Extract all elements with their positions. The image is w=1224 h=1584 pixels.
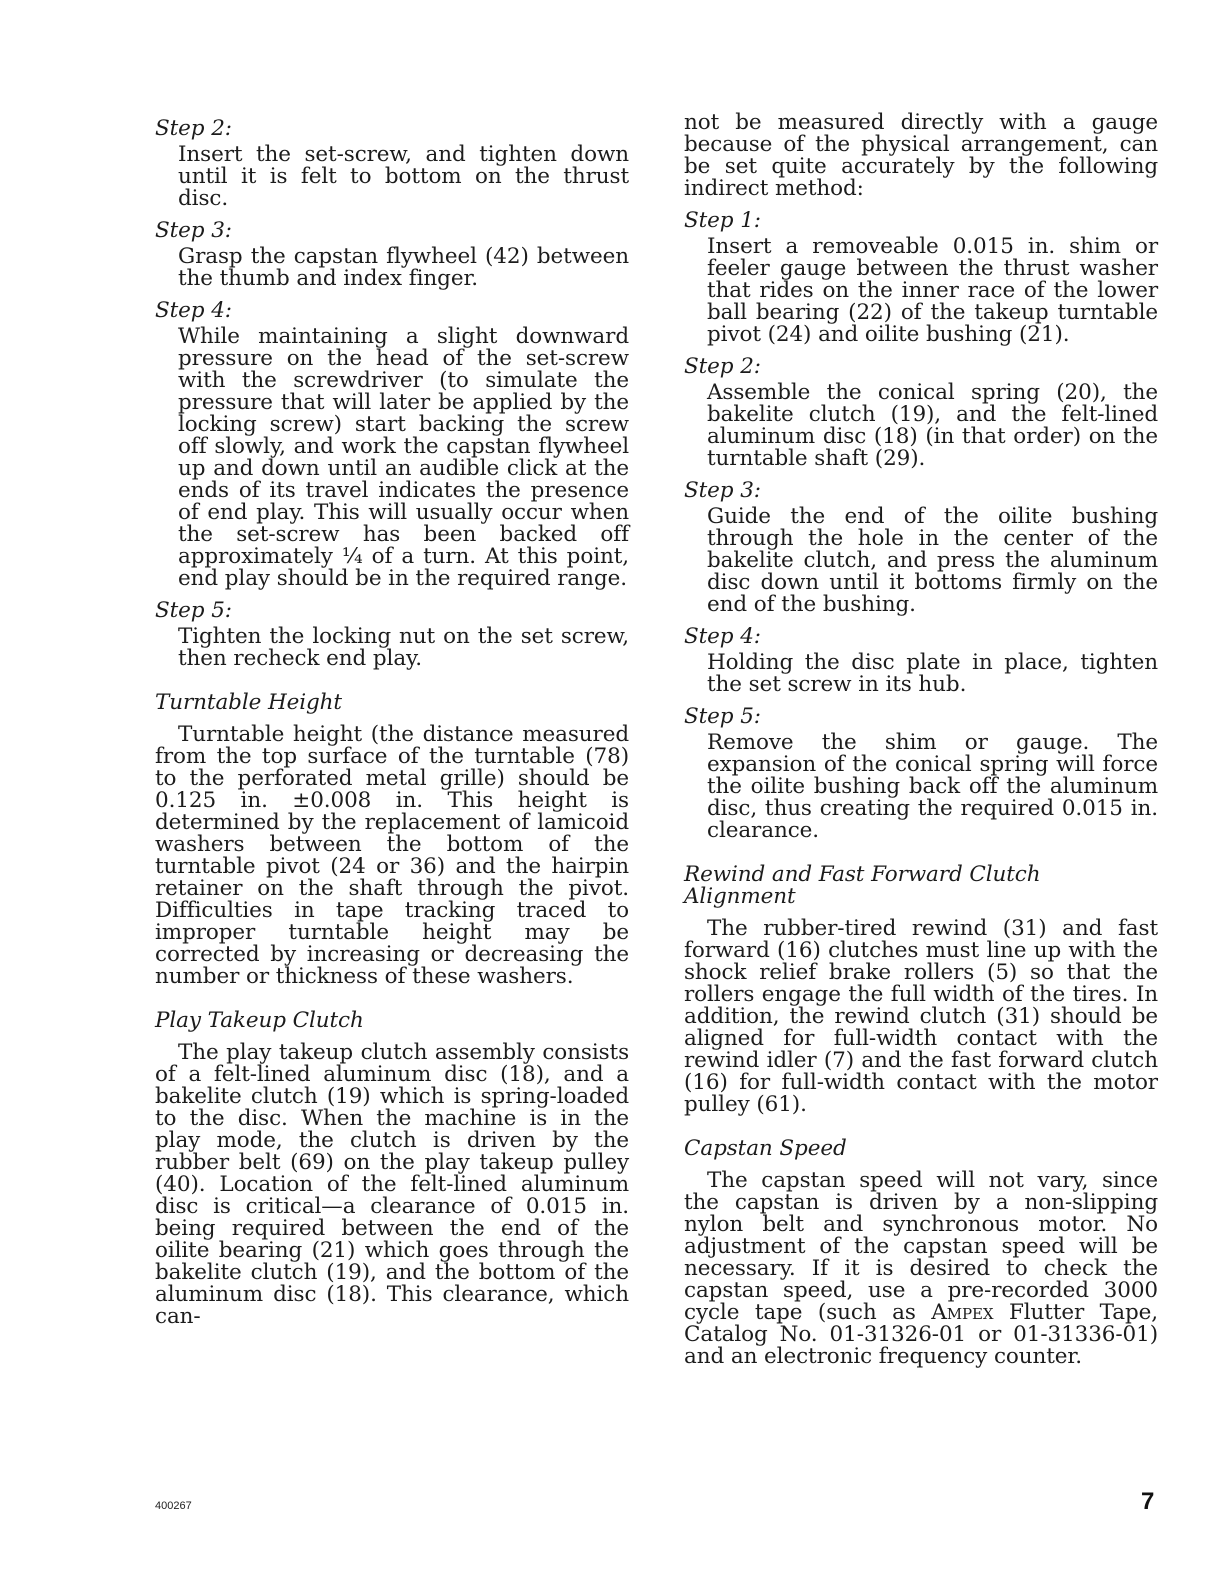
play-takeup-clutch-heading: Play Takeup Clutch [155,1008,364,1033]
step-3-label: Step 3: [155,218,232,243]
left-column [155,118,629,1328]
step-5-label: Step 5: [155,598,232,623]
step-2-label: Step 2: [684,354,761,379]
step-4-label: Step 4: [684,624,761,649]
right-column [684,112,1158,1368]
capstan-text-part-b: Flutter Tape, Catalog No. 01-31326-01 or 01-31336-01) and an electronic frequency counter. [684,1300,1158,1369]
step-3-text: Guide the end of the oilite bushing through the hole in the center of the bakelite clutch, and press the aluminum disc down until it bottoms firmly on the end of the bushing. [707,504,1158,617]
step-2-text: Insert the set-screw, and tighten down until it is felt to bottom on the thrust disc. [178,142,629,211]
capstan-speed-heading: Capstan Speed [684,1136,847,1161]
ampex-brand: Ampex [931,1300,994,1325]
step-2-text: Assemble the conical spring (20), the bakelite clutch (19), and the felt-lined aluminum disc (18) (in that order) on the turntable shaft (29). [707,380,1158,471]
capstan-text-part-a: The capstan speed will not vary, since the capstan is driven by a non-slipping nylon belt and synchronous motor. No adjustment of the capstan speed will be necessary. If it is desired to check the capstan speed, use a pre-recorded 3000 cycle tape (such as [684,1168,1158,1325]
step-5-label: Step 5: [684,704,761,729]
step-2-label: Step 2: [155,116,232,141]
step-1-label: Step 1: [684,208,761,233]
page-number: 7 [1141,1488,1155,1515]
document-code: 400267 [155,1500,192,1512]
step-3-label: Step 3: [684,478,761,503]
rewind-clutch-alignment-paragraph: The rubber-tired rewind (31) and fast forward (16) clutches must line up with the shock relief brake rollers (5) so that the rollers engage the full width of the tires. In addition, the rewind clutch (31) should be aligned for full-width contact with the rewind idler (7) and the fast forward clutch (16) for full-width contact with the motor pulley (61). [684,916,1158,1117]
step-5-text: Remove the shim or gauge. The expansion of the conical spring will force the oilite bushing back off the aluminum disc, thus creating the required 0.015 in. clearance. [707,730,1158,843]
turntable-height-heading: Turntable Height [155,690,342,715]
rewind-clutch-alignment-heading: Rewind and Fast Forward Clutch Alignment [684,862,1041,909]
continued-paragraph: not be measured directly with a gauge because of the physical arrangement, can be set quite accurately by the following indirect method: [684,110,1158,201]
step-3-text: Grasp the capstan flywheel (42) between the thumb and index finger. [178,244,629,291]
step-4-text: Holding the disc plate in place, tighten the set screw in its hub. [707,650,1158,697]
step-4-text: While maintaining a slight downward pressure on the head of the set-screw with the screwdriver (to simulate the pressure that will later be applied by the locking screw) start backing the screw off slowly, and work the capstan flywheel up and down until an audible click at the ends of its travel indicates the presence of end play. This will usually occur when the set-screw has been backed off approximately ¼ of a turn. At this point, end play should be in the required range. [178,324,629,591]
step-5-text: Tighten the locking nut on the set screw, then recheck end play. [178,624,629,671]
turntable-height-paragraph: Turntable height (the distance measured from the top surface of the turntable (78) to the perforated metal grille) should be 0.125 in. ±0.008 in. This height is determined by the replacement of lamicoid washers between the bottom of the turntable pivot (24 or 36) and the hairpin retainer on the shaft through the pivot. Difficulties in tape tracking traced to improper turntable height may be corrected by increasing or decreasing the number or thickness of these washers. [155,722,629,989]
play-takeup-clutch-paragraph: The play takeup clutch assembly consists of a felt-lined aluminum disc (18), and a bakelite clutch (19) which is spring-loaded to the disc. When the machine is in the play mode, the clutch is driven by the rubber belt (69) on the play takeup pulley (40). Location of the felt-lined aluminum disc is critical—a clearance of 0.015 in. being required between the end of the oilite bearing (21) which goes through the bakelite clutch (19), and the bottom of the aluminum disc (18). This clearance, which can- [155,1040,629,1329]
step-4-label: Step 4: [155,298,232,323]
step-1-text: Insert a removeable 0.015 in. shim or feeler gauge between the thrust washer that rides on the inner race of the lower ball bearing (22) of the takeup turntable pivot (24) and oilite bushing (21). [707,234,1158,347]
capstan-speed-paragraph [684,1170,1158,1368]
